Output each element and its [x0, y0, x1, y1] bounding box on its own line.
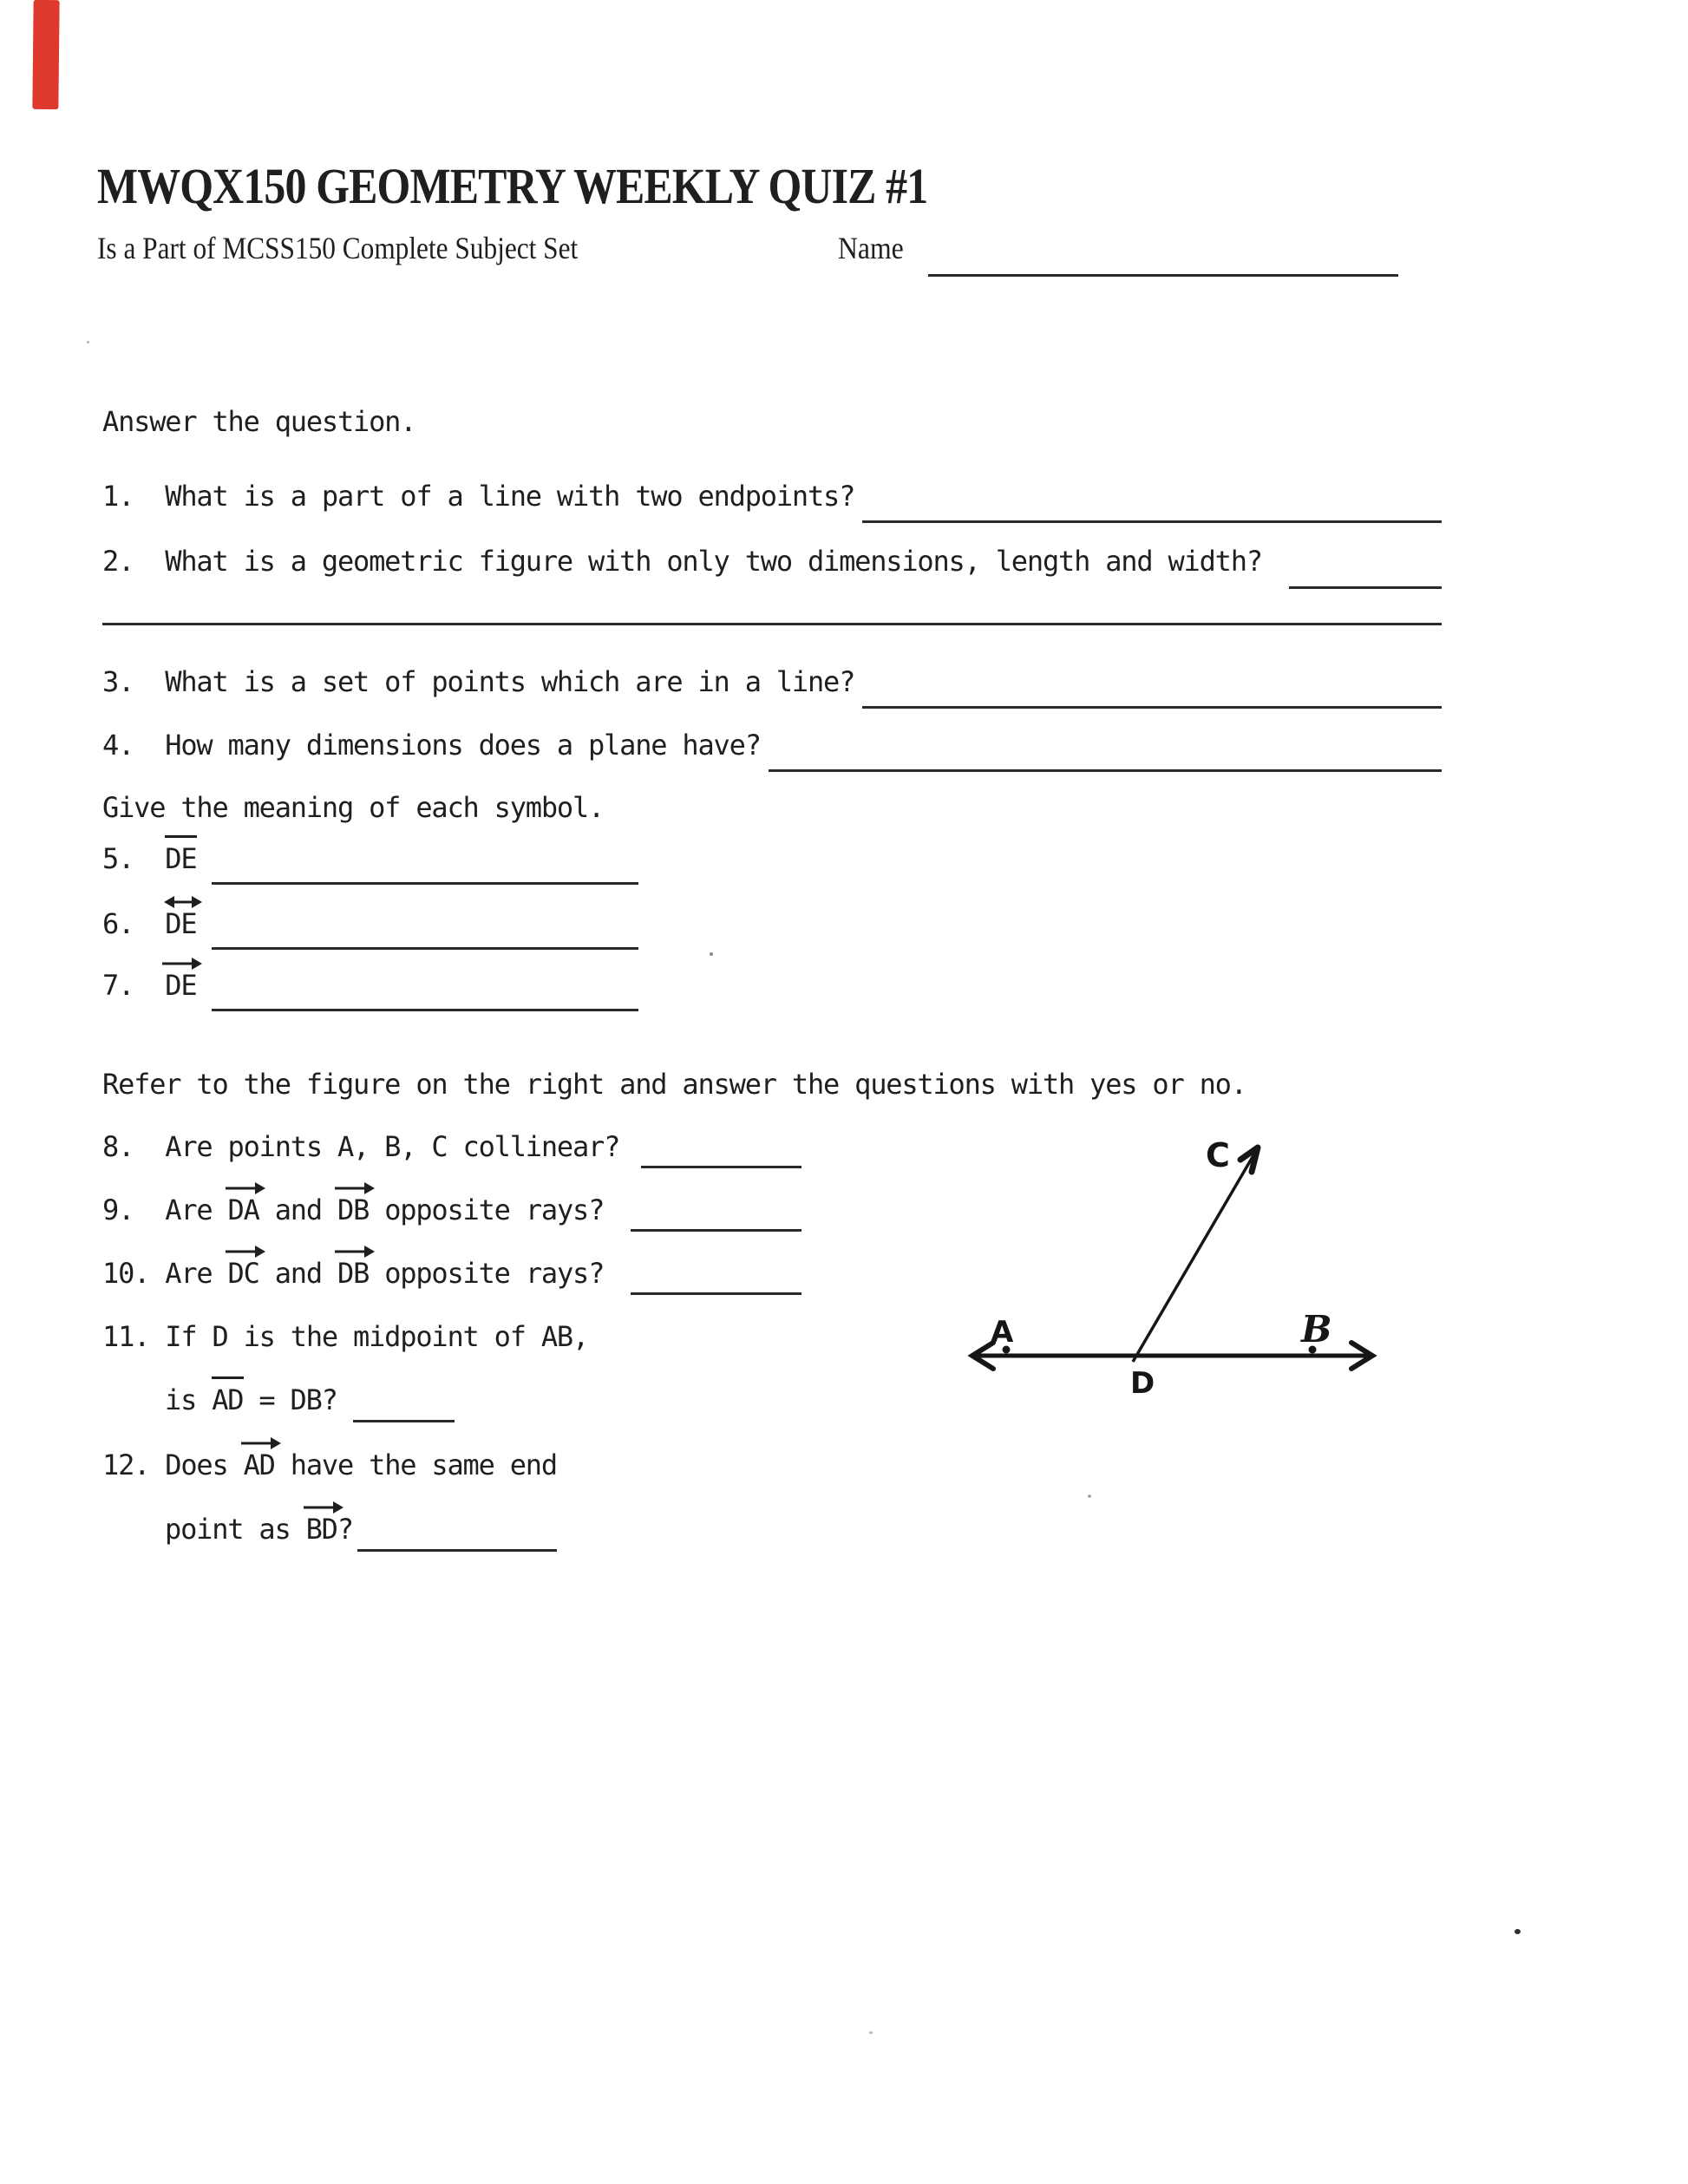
question-11-line2	[165, 1383, 337, 1416]
question-9-text: 9. Are	[102, 1193, 228, 1226]
answer-line-5	[212, 882, 638, 885]
question-2: 2. What is a geometric figure with only two dimensions, length and width?	[102, 545, 1262, 578]
scan-speck	[1088, 1494, 1091, 1498]
double-arrow-icon	[162, 895, 204, 909]
figure-label-D: D	[1130, 1366, 1155, 1401]
ray-DC-letters: DC	[227, 1257, 259, 1290]
ray-arrow-icon	[162, 957, 204, 971]
ray-DB-letters: DB	[337, 1193, 370, 1226]
answer-line-3	[862, 706, 1442, 709]
question-9-and: and	[258, 1193, 338, 1226]
answer-line-2	[1289, 586, 1442, 589]
section-figure-ref: Refer to the figure on the right and answer the questions with yes or no.	[102, 1068, 1246, 1101]
question-6	[102, 907, 197, 940]
ray-DE-letters: DE	[165, 969, 197, 1002]
segment-DE-symbol	[165, 842, 197, 875]
question-11-line1: 11. If D is the midpoint of AB,	[102, 1320, 589, 1353]
question-12-line2	[165, 1513, 353, 1546]
ray-AD-letters: AD	[243, 1448, 275, 1481]
ray-arrow-icon	[241, 1436, 283, 1450]
question-8: 8. Are points A, B, C collinear?	[102, 1130, 620, 1163]
question-9	[102, 1193, 605, 1226]
ray-DE-symbol	[165, 969, 197, 1002]
question-12-qmark: ?	[337, 1513, 353, 1546]
question-11-tail: = DB?	[243, 1383, 337, 1416]
question-12-pointas: point as	[165, 1513, 306, 1546]
answer-line-4	[769, 769, 1442, 772]
answer-line-7	[212, 1009, 638, 1011]
red-edge-scan-mark	[32, 0, 59, 109]
section-symbols: Give the meaning of each symbol.	[102, 791, 605, 824]
question-12-tail1: have the same end	[274, 1448, 557, 1481]
question-10-text: 10. Are	[102, 1257, 228, 1290]
ray-arrow-icon	[335, 1181, 376, 1195]
question-5	[102, 842, 197, 875]
ray-arrow-icon	[226, 1245, 267, 1259]
question-10-and: and	[258, 1257, 338, 1290]
question-6-number: 6.	[102, 907, 166, 940]
answer-line-8	[641, 1166, 801, 1168]
segment-AD-letters: AD	[212, 1383, 244, 1416]
question-5-number: 5.	[102, 842, 166, 875]
answer-line-12	[357, 1549, 557, 1552]
figure-label-B: B	[1301, 1308, 1332, 1350]
name-label: Name	[838, 231, 904, 265]
ray-DB-letters: DB	[337, 1257, 370, 1290]
figure-label-C: C	[1206, 1136, 1230, 1174]
answer-line-6	[212, 947, 638, 950]
name-blank-line	[928, 274, 1398, 277]
ray-DB-symbol	[337, 1193, 370, 1226]
ray-arrowhead-icon	[1240, 1148, 1258, 1172]
question-9-tail: opposite rays?	[369, 1193, 605, 1226]
question-7-number: 7.	[102, 969, 166, 1002]
question-10	[102, 1257, 605, 1290]
question-4: 4. How many dimensions does a plane have?	[102, 729, 761, 762]
ray-DB-symbol	[337, 1257, 370, 1290]
question-12-line1	[102, 1448, 557, 1481]
geometry-figure	[928, 1106, 1397, 1418]
page-title: MWQX150 GEOMETRY WEEKLY QUIZ #1	[97, 158, 928, 214]
ray-BD-letters: BD	[305, 1513, 337, 1546]
question-1: 1. What is a part of a line with two endpoints?	[102, 480, 855, 513]
line-DE-symbol	[165, 907, 197, 940]
scan-speck	[710, 952, 713, 956]
ray-DC-symbol	[227, 1257, 259, 1290]
section-intro: Answer the question.	[102, 405, 416, 438]
answer-line-1	[862, 520, 1442, 523]
segment-AD-symbol	[212, 1383, 244, 1416]
scan-speck	[87, 341, 89, 343]
ray-DA-letters: DA	[227, 1193, 259, 1226]
answer-line-11	[353, 1420, 455, 1422]
ray-arrow-icon	[226, 1181, 267, 1195]
ray-AD-symbol	[243, 1448, 275, 1481]
question-10-tail: opposite rays?	[369, 1257, 605, 1290]
question-12-does: 12. Does	[102, 1448, 244, 1481]
line-DE-letters: DE	[165, 907, 197, 940]
scan-speck	[869, 2031, 873, 2034]
question-11-is: is	[165, 1383, 213, 1416]
answer-line-2-continued	[102, 623, 1442, 625]
figure-label-A: A	[991, 1315, 1014, 1350]
ray-arrow-icon	[304, 1501, 345, 1514]
page-subtitle: Is a Part of MCSS150 Complete Subject Set	[97, 231, 579, 265]
question-3: 3. What is a set of points which are in a line?	[102, 665, 855, 698]
question-7	[102, 969, 197, 1002]
answer-line-10	[631, 1292, 801, 1295]
ray-DC-line	[1133, 1151, 1256, 1362]
segment-DE-letters: DE	[165, 842, 197, 875]
answer-line-9	[631, 1229, 801, 1232]
ray-BD-symbol	[305, 1513, 337, 1546]
scan-speck	[1515, 1929, 1521, 1934]
ray-arrow-icon	[335, 1245, 376, 1259]
ray-DA-symbol	[227, 1193, 259, 1226]
